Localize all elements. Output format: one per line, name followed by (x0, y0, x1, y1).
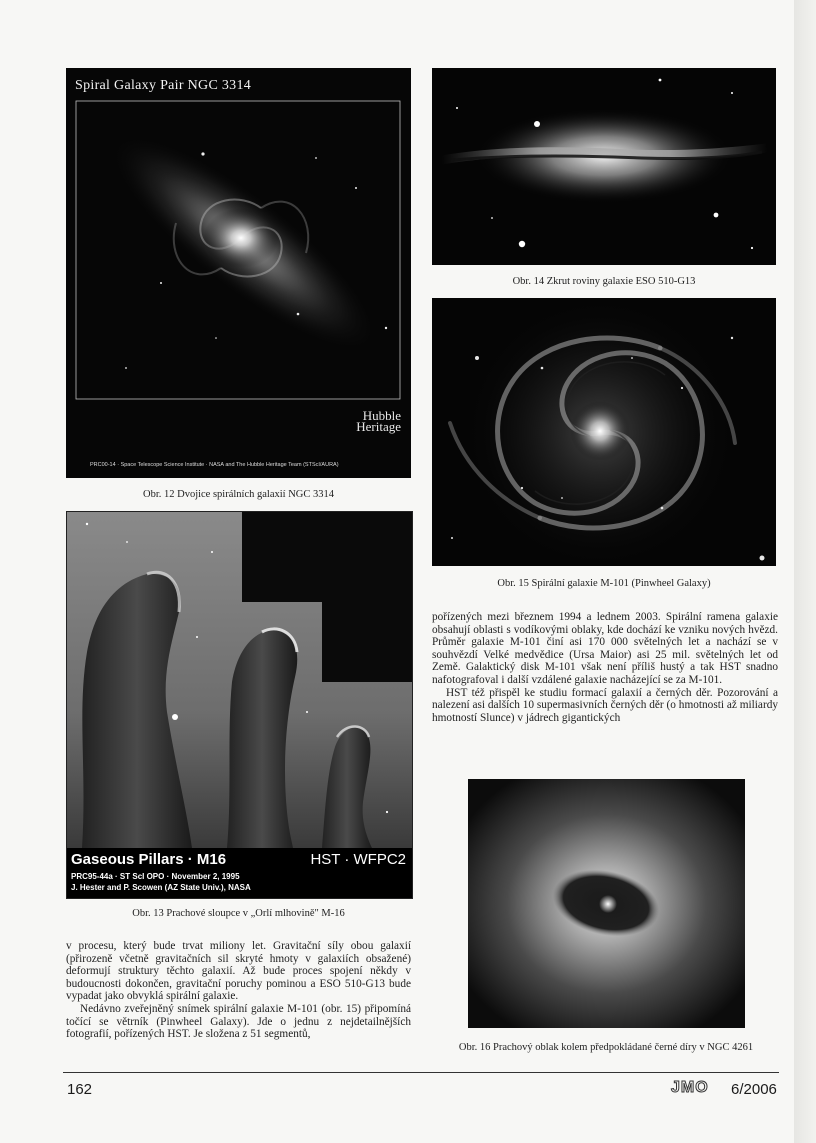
right-column-text (432, 611, 778, 724)
figure-title-overlay: Spiral Galaxy Pair NGC 3314 (75, 78, 252, 93)
image-credit: PRC00-14 · Space Telescope Science Institute · NASA and The Hubble Heritage Team (STScI/AURA) (90, 462, 339, 468)
page-number: 162 (67, 1081, 93, 1098)
figure-ngc4261-dust-disk (468, 779, 745, 1028)
caption-fig15: Obr. 15 Spirální galaxie M-101 (Pinwheel Galaxy) (497, 578, 711, 589)
figure-gaseous-pillars-m16 (66, 511, 413, 899)
figure-credit-line1: PRC95-44a · ST ScI OPO · November 2, 1995 (71, 872, 240, 881)
caption-fig16: Obr. 16 Prachový oblak kolem předpokládané černé díry v NGC 4261 (458, 1042, 754, 1053)
figure-title-left: Gaseous Pillars · M16 (71, 851, 227, 868)
issue-number: 6/2006 (731, 1081, 777, 1098)
figure-title-right: HST · WFPC2 (310, 851, 406, 868)
left-paragraph-2: Nedávno zveřejněný snímek spirální galaxie M-101 (obr. 15) připomíná točící se větrník (Pinwheel Galaxy). Jde o jednu z nejdetailnějších fotografií, pořízených HST. Je složena z 51 segmentů, (66, 1002, 411, 1041)
right-paragraph-2: HST též přispěl ke studiu formací galaxií a černých děr. Pozorování a nalezení asi dalších 10 supermasivních černých děr (o hmotnosti až miliardy hmotností Slunce) v jádrech gigantických (432, 686, 778, 724)
caption-fig12: Obr. 12 Dvojice spirálních galaxií NGC 3314 (142, 489, 334, 500)
figure-credit-line2: J. Hester and P. Scowen (AZ State Univ.), NASA (71, 883, 251, 892)
figure-m101 (432, 298, 776, 566)
figure-ngc3314 (66, 68, 411, 478)
footer-rule (63, 1072, 779, 1073)
logo-line-hubble: Hubble (362, 408, 401, 423)
left-column-text (66, 940, 411, 1041)
figure-eso510-g13 (432, 68, 776, 265)
caption-fig14: Obr. 14 Zkrut roviny galaxie ESO 510-G13 (512, 276, 696, 287)
figure-title-bar (67, 848, 412, 898)
magazine-logo: JMO (671, 1079, 709, 1096)
hubble-heritage-logo (356, 410, 401, 432)
page-edge-shadow (794, 0, 816, 1143)
left-paragraph-1: v procesu, který bude trvat miliony let. Gravitační síly obou galaxií (přirozeně včetně gravitačních sil skryté hmoty v galaxiích obsažené) deformují struktury těchto galaxií. Až bude proces spojení někdy v budoucnosti dokončen, gravitační poruchy pominou a ESO 510-G13 bude vypadat jako obvyklá spirální galaxie. (66, 940, 411, 1003)
right-paragraph-1: pořízených mezi březnem 1994 a lednem 2003. Spirální ramena galaxie obsahují oblasti s vodíkovými oblaky, kde dochází ke vzniku nových hvězd. Průměr galaxie M-101 činí asi 170 000 světelných let a nachází se v souhvězdí Velké medvědice (Ursa Maior) asi 25 mil. světelných let od Země. Galaktický disk M-101 však není příliš hustý a tak HST snadno nafotografoval i další vzdálené galaxie nacházející se za M-101. (432, 611, 778, 686)
caption-fig13: Obr. 13 Prachové sloupce v „Orlí mlhovině" M-16 (132, 908, 345, 919)
logo-line-heritage: Heritage (356, 419, 401, 434)
